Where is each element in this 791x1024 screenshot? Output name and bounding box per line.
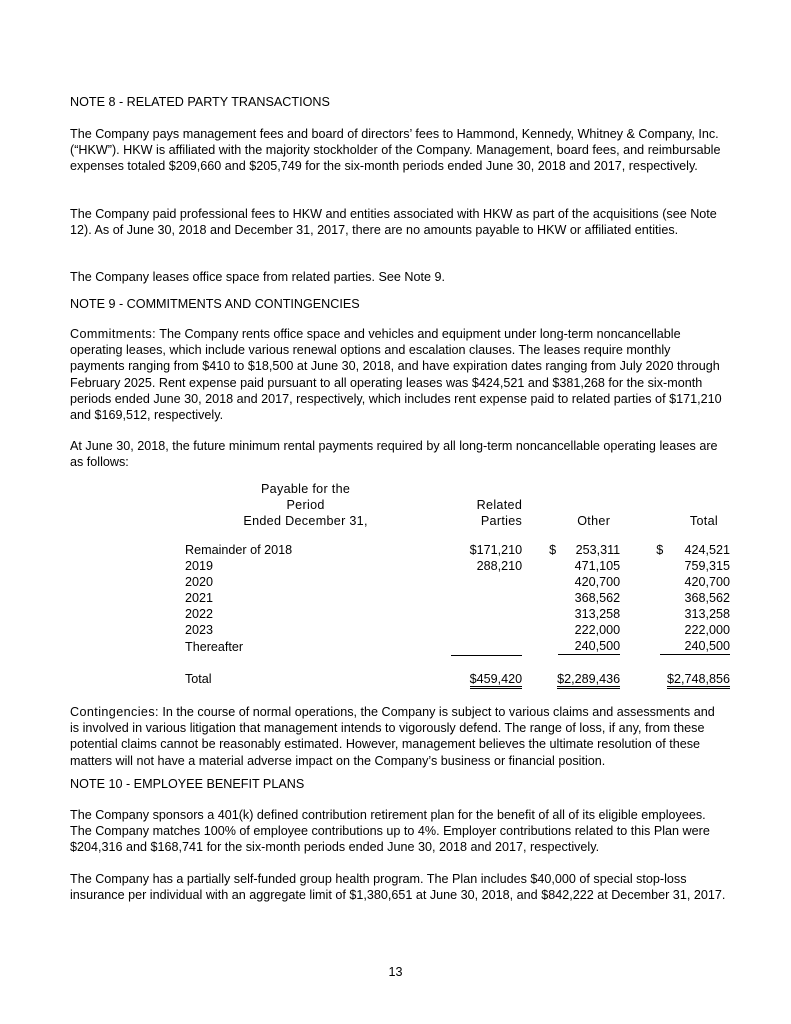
note8-paragraph-2: The Company paid professional fees to HKW and entities associated with HKW as part of the acquisitions (see Note 12). As of June 30, 2018 and December 31, 2017, there are no amounts payable to HKW or affiliated entities. (70, 207, 717, 238)
table-row: 2021 368,562 368,562 (185, 591, 730, 605)
table-row: 2022 313,258 313,258 (185, 607, 730, 621)
commitments-text: The Company rents office space and vehicles and equipment under long-term noncancellable operating leases, which include various renewal options and escalation clauses. The leases require monthly payments ranging from $410 to $18,500 at June 30, 2018, and have expiration dates ranging from July 2020 through February 2025. Rent expense paid pursuant to all operating leases was $424,521 and $381,268 for the six-month periods ended June 30, 2018 and 2017, respectively, which includes rent expense paid to related parties of $171,210 and $169,512, respectively. (70, 327, 722, 423)
note8-paragraph-1: The Company pays management fees and board of directors’ fees to Hammond, Kennedy, Whitney & Company, Inc. (“HKW”). HKW is affiliated with the majority stockholder of the Company. Management, board fees, and reimbursable expenses totaled $209,660 and $205,749 for the six-month periods ended June 30, 2018 and 2017, respectively. (70, 127, 721, 174)
header-label-3: Ended December 31, (243, 514, 368, 528)
note10-heading: NOTE 10 - EMPLOYEE BENEFIT PLANS (70, 777, 305, 791)
table-row: 2023 222,000 222,000 (185, 623, 730, 637)
page-number: 13 (388, 965, 403, 979)
table-row: 2020 420,700 420,700 (185, 575, 730, 589)
table-row: Thereafter 240,500 240,500 (185, 639, 730, 654)
header-other: Other (577, 514, 611, 528)
note10-paragraph-2: The Company has a partially self-funded group health program. The Plan includes $40,000 of special stop-loss insurance per individual with an aggregate limit of $1,380,651 at June 30, 2018, and $842,222 at December 31, 2017. (70, 872, 726, 903)
header-related-2: Parties (480, 514, 523, 528)
note8-paragraph-3: The Company leases office space from related parties. See Note 9. (70, 270, 445, 284)
contingencies-lead: Contingencies: (70, 705, 159, 719)
contingencies-text: In the course of normal operations, the Company is subject to various claims and assessments and is involved in various litigation that management intends to vigorously defend. The range of loss, if any, from these potential claims cannot be reasonably estimated. However, management believes the ultimate resolution of these matters will not have a material adverse impact on the Company’s business or financial position. (70, 705, 715, 768)
note9-heading: NOTE 9 - COMMITMENTS AND CONTINGENCIES (70, 297, 360, 311)
table-total-row: Total $459,420 $2,289,436 $2,748,856 (160, 671, 730, 687)
commitments-lead: Commitments: (70, 327, 156, 341)
lease-payments-table (160, 481, 730, 687)
table-row: Remainder of 2018 $171,210 $ 253,311 $ 424,521 (185, 543, 730, 557)
table-row: 2019 288,210 471,105 759,315 (185, 559, 730, 573)
contingencies-paragraph (70, 704, 726, 769)
header-label-2: Period (286, 498, 325, 512)
header-label-1: Payable for the (260, 482, 351, 496)
note10-paragraph-1: The Company sponsors a 401(k) defined contribution retirement plan for the benefit of all of its eligible employees. The Company matches 100% of employee contributions up to 4%. Employer contributions related to this Plan were $204,316 and $168,741 for the six-month periods ended June 30, 2018 and 2017, respectively. (70, 808, 710, 855)
note8-heading: NOTE 8 - RELATED PARTY TRANSACTIONS (70, 95, 330, 109)
future-payments-intro: At June 30, 2018, the future minimum rental payments required by all long-term noncancellable operating leases are as follows: (70, 439, 718, 470)
header-total: Total (689, 514, 718, 528)
commitments-paragraph (70, 326, 726, 423)
header-related-1: Related (476, 498, 523, 512)
